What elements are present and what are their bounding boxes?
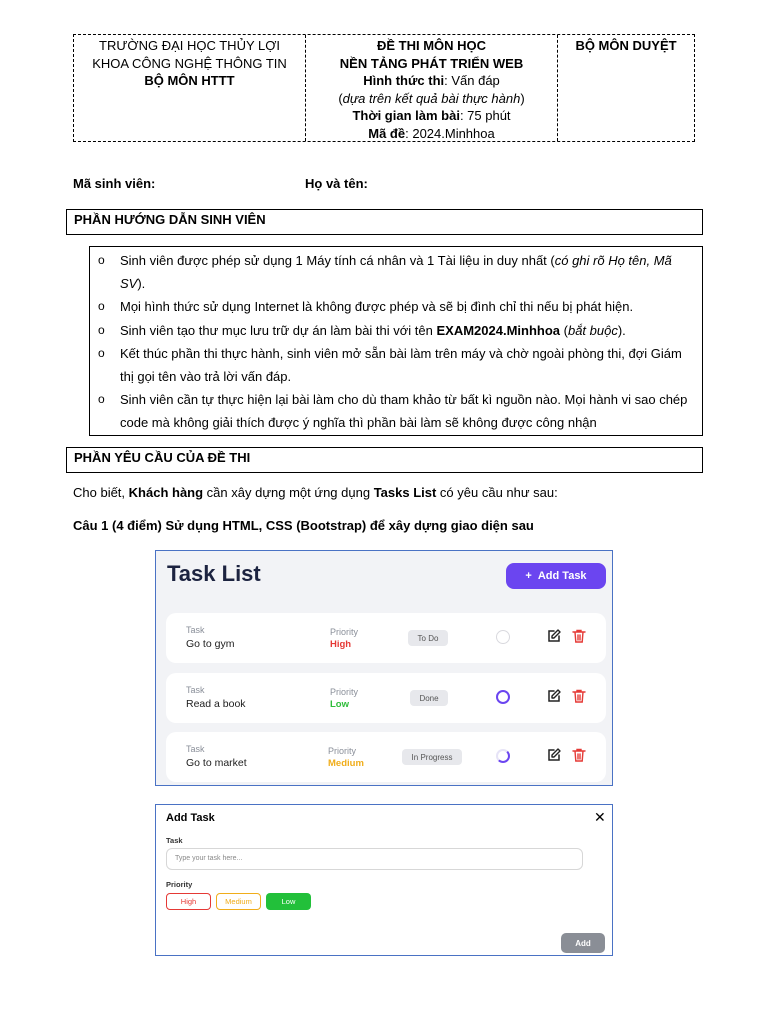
task-name: Read a book: [186, 698, 246, 710]
priority-value: Low: [330, 699, 349, 710]
approval-label: BỘ MÔN DUYỆT: [575, 38, 677, 53]
priority-medium-option[interactable]: Medium: [216, 893, 261, 910]
student-id-label: Mã sinh viên:: [73, 176, 156, 191]
intro-paragraph: Cho biết, Khách hàng cần xây dựng một ứng dụng Tasks List có yêu cầu như sau:: [73, 485, 558, 500]
header-exam-cell: [306, 35, 558, 141]
priority-label: Priority: [330, 627, 359, 637]
task-name: Go to gym: [186, 638, 235, 650]
task-list-mockup: [155, 550, 613, 786]
rule-item: o Sinh viên cần tự thực hiện lại bài làm cho dù tham khảo từ bất kì nguồn nào. Mọi hành vi sao chép code mà không giải thích được ý nghĩa thì phần bài làm sẽ không được công nhận: [98, 392, 688, 431]
close-icon[interactable]: ✕: [594, 809, 606, 825]
exam-time: Thời gian làm bài: 75 phút: [352, 108, 511, 123]
delete-icon[interactable]: [571, 688, 587, 704]
edit-icon[interactable]: [546, 688, 562, 704]
task-name: Go to market: [186, 757, 247, 769]
dialog-add-button[interactable]: Add: [561, 933, 605, 953]
status-badge: In Progress: [402, 749, 462, 765]
delete-icon[interactable]: [571, 747, 587, 763]
edit-icon[interactable]: [546, 747, 562, 763]
priority-label: Priority: [328, 746, 357, 756]
task-list-title: Task List: [167, 561, 261, 586]
course-name: NỀN TẢNG PHÁT TRIỂN WEB: [339, 55, 524, 71]
edit-icon[interactable]: [546, 628, 562, 644]
rule-item: o Kết thúc phần thi thực hành, sinh viên mở sẵn bài làm trên máy và chờ ngoài phòng thi, đợi Giám thị gọi tên vào trả lời vấn đáp.: [98, 345, 682, 385]
status-badge: Done: [410, 690, 448, 706]
exam-format: Hình thức thi: Vấn đáp: [363, 73, 500, 88]
task-label: Task: [186, 685, 205, 695]
question-1: Câu 1 (4 điểm) Sử dụng HTML, CSS (Bootstrap) để xây dựng giao diện sau: [73, 518, 534, 533]
rules-box: [89, 246, 703, 436]
rule-item: o Mọi hình thức sử dụng Internet là không được phép và sẽ bị đình chỉ thi nếu bị phát hiện.: [98, 299, 634, 315]
task-label: Task: [186, 625, 205, 635]
header-approval-cell: [558, 35, 694, 141]
section-requirements-heading: PHẦN YÊU CẦU CỦA ĐỀ THI: [66, 447, 703, 473]
header-school-cell: [74, 35, 306, 141]
priority-field-label: Priority: [166, 880, 193, 889]
task-card: [166, 673, 606, 723]
add-task-dialog: [155, 804, 613, 956]
student-name-label: Họ và tên:: [305, 176, 368, 191]
priority-low-option[interactable]: Low: [266, 893, 311, 910]
task-card: [166, 613, 606, 663]
exam-header-table: [73, 34, 695, 142]
exam-title: ĐỀ THI MÔN HỌC: [376, 38, 487, 53]
priority-high-option[interactable]: High: [166, 893, 211, 910]
exam-code: Mã đề: 2024.Minhhoa: [368, 125, 495, 141]
priority-value: Medium: [328, 758, 364, 769]
add-task-button[interactable]: + Add Task: [506, 563, 606, 589]
delete-icon[interactable]: [571, 628, 587, 644]
progress-ring: [496, 749, 510, 763]
school-name: TRƯỜNG ĐẠI HỌC THỦY LỢI: [99, 38, 280, 53]
dialog-title: Add Task: [166, 812, 215, 824]
faculty-name: KHOA CÔNG NGHỆ THÔNG TIN: [92, 55, 287, 71]
rule-item: o Sinh viên tạo thư mục lưu trữ dự án làm bài thi với tên EXAM2024.Minhhoa (bắt buộc).: [98, 322, 626, 338]
rule-item: o Sinh viên được phép sử dụng 1 Máy tính cá nhân và 1 Tài liệu in duy nhất (có ghi rõ Họ tên, Mã SV).: [98, 253, 672, 292]
plus-icon: +: [525, 570, 532, 582]
task-label: Task: [186, 744, 205, 754]
progress-ring: [496, 690, 510, 704]
priority-value: High: [330, 639, 352, 650]
task-card: [166, 732, 606, 782]
status-badge: To Do: [408, 630, 448, 646]
task-field-label: Task: [166, 836, 183, 845]
exam-note: (dựa trên kết quả bài thực hành): [338, 90, 525, 106]
priority-label: Priority: [330, 687, 359, 697]
section-instructions-heading: PHẦN HƯỚNG DẪN SINH VIÊN: [66, 209, 703, 235]
progress-ring: [496, 630, 510, 644]
department-name: BỘ MÔN HTTT: [144, 73, 235, 88]
task-input[interactable]: Type your task here...: [166, 848, 583, 870]
